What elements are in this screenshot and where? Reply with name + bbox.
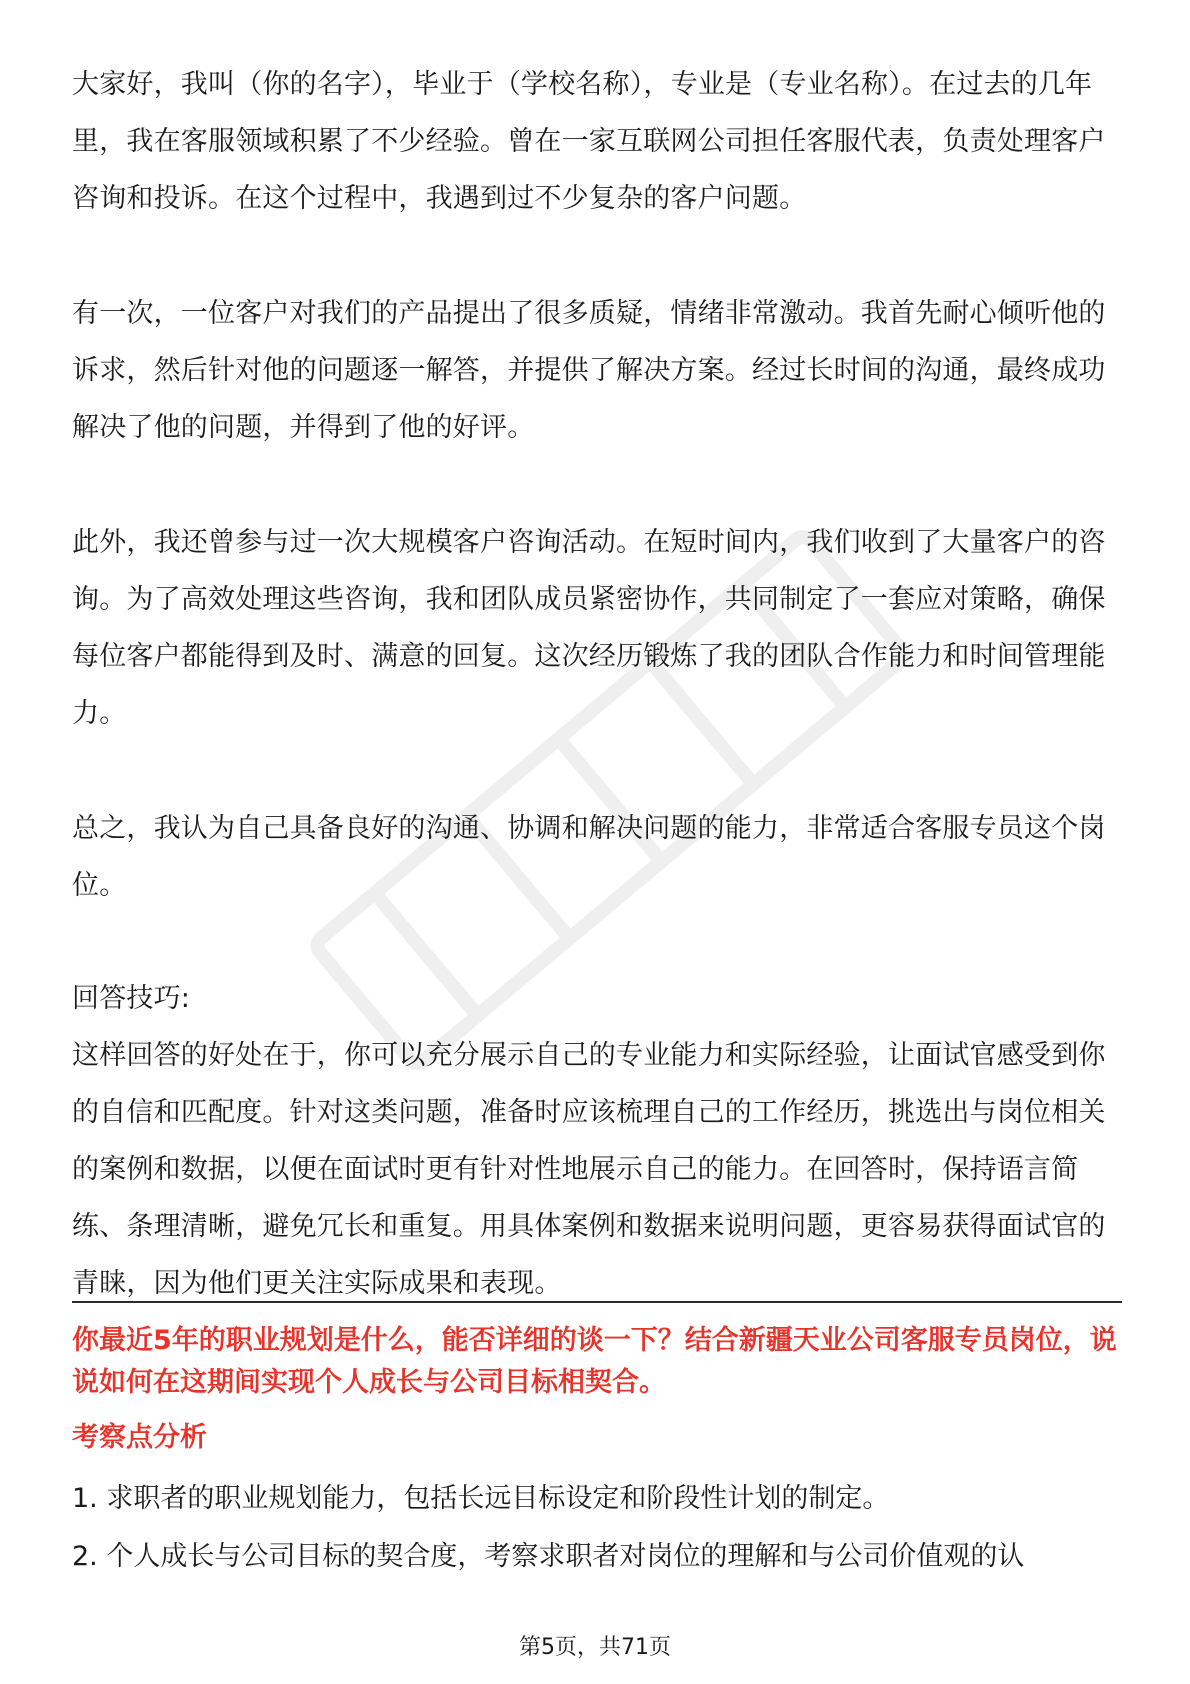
analysis-list [72, 1470, 1122, 1586]
section-divider [72, 1301, 1122, 1303]
analysis-item-1: 1. 求职者的职业规划能力，包括长远目标设定和阶段性计划的制定。 [72, 1483, 890, 1514]
tips-label: 回答技巧: [72, 983, 191, 1014]
answer-paragraph-2: 有一次，一位客户对我们的产品提出了很多质疑，情绪非常激动。我首先耐心倾听他的诉求，然后针对他的问题逐一解答，并提供了解决方案。经过长时间的沟通，最终成功解决了他的问题，并得到了他的好评。 [72, 298, 1106, 443]
tips-text: 这样回答的好处在于，你可以充分展示自己的专业能力和实际经验，让面试官感受到你的自信和匹配度。针对这类问题，准备时应该梳理自己的工作经历，挑选出与岗位相关的案例和数据，以便在面试时更有针对性地展示自己的能力。在回答时，保持语言简练、条理清晰，避免冗长和重复。用具体案例和数据来说明问题，更容易获得面试官的青睐，因为他们更关注实际成果和表现。 [72, 1040, 1106, 1299]
answer-paragraph-4: 总之，我认为自己具备良好的沟通、协调和解决问题的能力，非常适合客服专员这个岗位。 [72, 813, 1106, 901]
analysis-item-2: 2. 个人成长与公司目标的契合度，考察求职者对岗位的理解和与公司价值观的认 [72, 1541, 1025, 1572]
page-footer: 第5页，共71页 [519, 1635, 671, 1660]
answer-paragraph-3: 此外，我还曾参与过一次大规模客户咨询活动。在短时间内，我们收到了大量客户的咨询。为了高效处理这些咨询，我和团队成员紧密协作，共同制定了一套应对策略，确保每位客户都能得到及时、满意的回复。这次经历锻炼了我的团队合作能力和时间管理能力。 [72, 527, 1106, 729]
question-heading: 你最近5年的职业规划是什么，能否详细的谈一下？结合新疆天业公司客服专员岗位，说说如何在这期间实现个人成长与公司目标相契合。 [72, 1325, 1117, 1398]
answer-paragraph-1: 大家好，我叫（你的名字），毕业于（学校名称），专业是（专业名称）。在过去的几年里，我在客服领域积累了不少经验。曾在一家互联网公司担任客服代表，负责处理客户咨询和投诉。在这个过程中，我遇到过不少复杂的客户问题。 [72, 69, 1106, 214]
analysis-heading: 考察点分析 [72, 1422, 207, 1453]
answer-body [72, 56, 1122, 1312]
